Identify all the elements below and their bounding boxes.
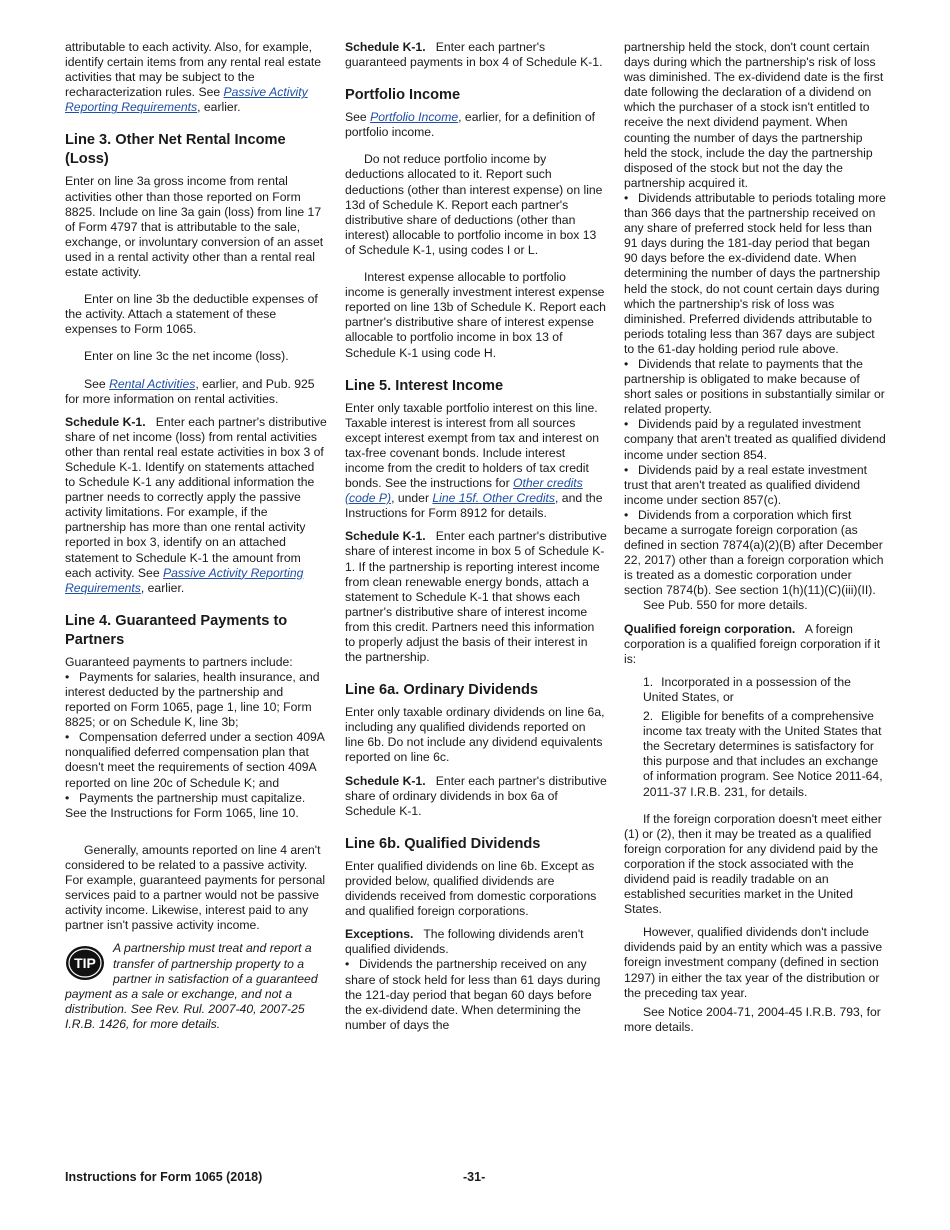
heading-line-5: Line 5. Interest Income: [345, 377, 504, 394]
paragraph: See Rental Activities, earlier, and Pub. 925 for more information on rental activities.: [65, 376, 315, 406]
heading-line-3: Line 3. Other Net Rental Income (Loss): [65, 132, 286, 168]
list-item: • Dividends attributable to periods totaling more than 366 days that the partnership received on any share of preferred stock held for less than 91 days during the 181-day period that began 90 days before the ex-dividend date. When determining the number of days the partnership held the stock, do not count certain days during which the partnership's risk of loss was diminished. Preferred dividends attributable to periods totaling less than 367 days are subject to the 61-day holding period rule above.: [624, 190, 886, 356]
paragraph: Schedule K-1. Enter each partner's distributive share of ordinary dividends in box 6a of Schedule K-1.: [345, 773, 607, 818]
column-1: [65, 40, 327, 1032]
paragraph: Do not reduce portfolio income by deductions allocated to it. Report such deductions (other than interest expense) on line 13d of Schedule K. Report each partner's distributive share of deductions (other than interest) allocable to portfolio income in box 13 of Schedule K-1, using codes I or L.: [345, 152, 603, 257]
paragraph: See Pub. 550 for more details.: [643, 598, 808, 613]
numbered-item: 1. Incorporated in a possession of the United States, or: [643, 674, 851, 704]
portfolio-income-link[interactable]: Portfolio Income: [370, 110, 459, 125]
paragraph: Generally, amounts reported on line 4 aren't considered to be related to a passive activity. For example, guaranteed payments for personal services paid to a partner would not be passive activity income. Likewise, interest paid to any partner isn't passive activity income.: [65, 842, 326, 933]
paragraph: Enter on line 3a gross income from rental activities other than those reported on Form 8825. Include on line 3a gain (loss) from line 17 of Form 4797 that is attributable to the sale, exchange, or involuntary conversion of an asset used in a rental activity other than a rental real estate activity.: [65, 174, 324, 280]
list-item: • Compensation deferred under a section 409A nonqualified deferred compensation plan that doesn't meet the requirements of section 409A reported on line 20c of Schedule K; and: [65, 730, 325, 790]
paragraph: Guaranteed payments to partners include:: [65, 654, 293, 669]
heading-line-4: Line 4. Guaranteed Payments to Partners: [65, 612, 288, 648]
list-item: • Dividends the partnership received on any share of stock held for less than 61 days during the 121-day period that began 60 days before the ex-dividend date. When determining the number of days the: [345, 957, 601, 1032]
paragraph: partnership held the stock, don't count certain days during which the partnership's risk of loss was diminished. The ex-dividend date is the first date following the declaration of a dividend on which the purchaser of a stock isn't entitled to receive the next dividend payment. When counting the number of days the partnership held the stock, include the day the partnership disposed of the stock but not the day the partnership acquired it.: [624, 40, 884, 190]
tip-text: A partnership must treat and report a transfer of partnership property to a partner in satisfaction of a guaranteed payment as a sale or exchange, and not a distribution. See Rev. Rul. 2007-40, 2007-25 I.R.B. 1426, for more details.: [65, 941, 318, 1031]
list-item: • Dividends paid by a real estate investment trust that aren't treated as qualified dividend income under section 857(c).: [624, 462, 867, 507]
passive-activity-link[interactable]: Passive Activity Reporting Requirements: [65, 565, 304, 595]
list-item: • Dividends paid by a regulated investment company that aren't treated as qualified dividend income under section 854.: [624, 417, 886, 462]
paragraph: Enter on line 3c the net income (loss).: [84, 349, 289, 364]
other-credits-link[interactable]: Other credits (code P): [345, 476, 583, 506]
tip-icon: [65, 945, 105, 981]
list-item: • Dividends that relate to payments that the partnership is obligated to make because of short sales or positions in substantially similar or related property.: [624, 356, 885, 417]
page-number: -31-: [463, 1170, 486, 1184]
tip-label: TIP: [74, 955, 96, 972]
list-item: • Dividends from a corporation which first became a surrogate foreign corporation (as defined in section 7874(a)(2)(B) after December 22, 2017) other than a foreign corporation which is treated as a domestic corporation under section 7874(b). See section 1(h)(11)(C)(iii)(II).: [624, 507, 884, 598]
list-item: • Payments for salaries, health insurance, and interest deducted by the partnership and reported on Form 1065, page 1, line 10; Form 8825; or on Schedule K, line 3b;: [65, 669, 320, 730]
paragraph: Enter qualified dividends on line 6b. Except as provided below, qualified dividends are dividends received from domestic corporations and qualified foreign corporations.: [345, 858, 597, 919]
paragraph: See Portfolio Income, earlier, for a definition of portfolio income.: [345, 110, 595, 140]
heading-portfolio-income: Portfolio Income: [345, 87, 461, 104]
column-3: [624, 40, 886, 1039]
paragraph: Interest expense allocable to portfolio income is generally investment interest expense reported on line 13b of Schedule K. Report each partner's distributive share of interest expense allocable to portfolio income in box 13 of Schedule K-1 using code H.: [345, 270, 606, 360]
tip-box: [65, 941, 327, 1032]
numbered-item: 2. Eligible for benefits of a comprehensive income tax treaty with the United States that the Secretary determines is satisfactory for this purpose and that includes an exchange of information program. See Notice 2011-64, 2011-37 I.R.B. 231, for details.: [643, 709, 883, 799]
paragraph: Enter only taxable ordinary dividends on line 6a, including any qualified dividends reported on line 6b. Do not include any dividend equivalents reported on line 6c.: [345, 705, 605, 765]
line-15f-link[interactable]: Line 15f. Other Credits: [432, 491, 556, 506]
paragraph: If the foreign corporation doesn't meet either (1) or (2), then it may be treated as a qualified foreign corporation for any dividend paid by the corporation if the stock associated with the dividend paid is readily tradable on an established securities market in the United States.: [624, 811, 882, 917]
passive-activity-link[interactable]: Passive Activity Reporting Requirements: [65, 85, 308, 115]
column-2: [345, 40, 607, 1033]
rental-activities-link[interactable]: Rental Activities: [109, 376, 196, 391]
paragraph: Enter only taxable portfolio interest on this line. Taxable interest is interest from all sources except interest exempt from tax and interest on tax-free covenant bonds. Include interest income from the credit to holders of tax credit bonds. See the instructions for Other credits (code P), under Line 15f. Other Credits, and the Instructions for Form 8912 for details.: [345, 400, 603, 521]
list-item: • Payments the partnership must capitalize. See the Instructions for Form 1065, line 10.: [65, 790, 306, 820]
heading-line-6b: Line 6b. Qualified Dividends: [345, 835, 541, 852]
paragraph: Exceptions. The following dividends aren't qualified dividends.: [345, 927, 584, 957]
paragraph: attributable to each activity. Also, for example, identify certain items from any rental real estate activities that may be subject to the recharacterization rules. See Passive Activity Reporting Requirements, earlier.: [65, 40, 322, 115]
paragraph: See Notice 2004-71, 2004-45 I.R.B. 793, for more details.: [624, 1004, 881, 1034]
heading-line-6a: Line 6a. Ordinary Dividends: [345, 682, 539, 699]
paragraph: Qualified foreign corporation. A foreign corporation is a qualified foreign corporation if it is:: [624, 621, 881, 666]
paragraph: Schedule K-1. Enter each partner's distributive share of net income (loss) from rental activities other than rental real estate activities in box 3 of Schedule K-1. Identify on statements attached to Schedule K-1 any additional information the partner needs to correctly apply the passive activity limitations. For example, if the partnership has more than one rental activity reported in box 3, identify on an attached statement to Schedule K-1 the amount from each activity. See Passive Activity Reporting Requirements, earlier.: [65, 414, 327, 595]
paragraph: However, qualified dividends don't include dividends paid by an entity which was a passive foreign investment company (defined in section 1297) in either the tax year of the distribution or the preceding tax year.: [624, 925, 883, 1000]
paragraph: Schedule K-1. Enter each partner's distributive share of interest income in box 5 of Schedule K-1. If the partnership is reporting interest income from clean renewable energy bonds, attach a statement to Schedule K-1 that shows each partner's distributive share of interest income from this credit. Partners need this information to properly adjust the basis of their interest in the partnership.: [345, 529, 607, 665]
paragraph: Schedule K-1. Enter each partner's guaranteed payments in box 4 of Schedule K-1.: [345, 40, 603, 70]
paragraph: Enter on line 3b the deductible expenses of the activity. Attach a statement of these expenses to Form 1065.: [65, 292, 318, 337]
footer-form-title: Instructions for Form 1065 (2018): [65, 1170, 263, 1184]
